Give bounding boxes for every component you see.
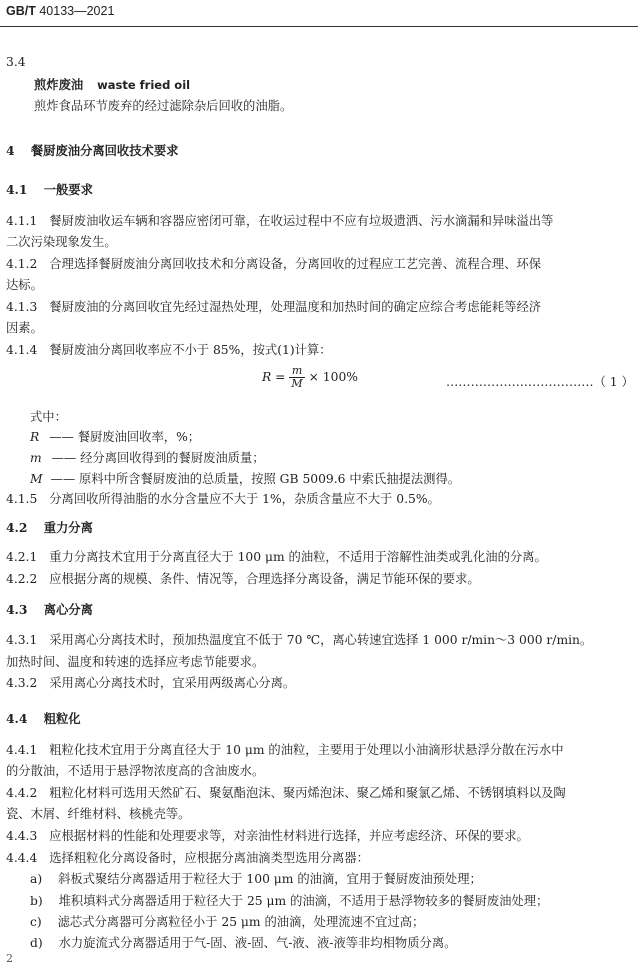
formula-denominator: M bbox=[291, 377, 303, 390]
term-definition: 煎炸食品环节废弃的经过滤除杂后回收的油脂。 bbox=[34, 99, 293, 113]
list-marker: c) bbox=[30, 915, 42, 929]
section-heading bbox=[6, 518, 93, 536]
variable-definition bbox=[30, 448, 265, 466]
clause-number: 4.4.2 bbox=[6, 786, 38, 800]
clause-4-1-3 bbox=[6, 297, 541, 315]
variable-description: —— 餐厨废油回收率，%； bbox=[49, 430, 201, 444]
list-item bbox=[30, 912, 424, 930]
chapter-title: 餐厨废油分离回收技术要求 bbox=[30, 143, 179, 158]
clause-number: 4.1.4 bbox=[6, 343, 38, 357]
clause-4-1-1 bbox=[6, 211, 553, 229]
clause-number: 4.2.2 bbox=[6, 572, 38, 586]
formula-fraction bbox=[289, 365, 304, 390]
clause-4-1-4 bbox=[6, 340, 332, 358]
formula-lhs: R = bbox=[262, 370, 286, 384]
list-text: 斜板式聚结分离器适用于粒径大于 100 μm 的油滴，宜用于餐厨废油预处理； bbox=[58, 872, 482, 886]
clause-4-1-2 bbox=[6, 254, 541, 272]
formula-equation-number: ………………………………（ 1 ） bbox=[446, 375, 634, 389]
clause-number: 4.1.2 bbox=[6, 257, 38, 271]
clause-text: 餐厨废油收运车辆和容器应密闭可靠，在收运过程中不应有垃圾遗洒、污水滴漏和异味溢出等 bbox=[49, 214, 554, 228]
header-rule bbox=[0, 26, 638, 27]
clause-number: 4.3.2 bbox=[6, 676, 38, 690]
clause-4-1-5 bbox=[6, 489, 440, 507]
chapter-heading bbox=[6, 141, 178, 159]
clause-number: 4.2.1 bbox=[6, 550, 38, 564]
term-entry bbox=[34, 75, 190, 93]
chapter-number: 4 bbox=[6, 143, 15, 158]
section-title: 粗粒化 bbox=[43, 711, 81, 726]
section-title: 离心分离 bbox=[43, 602, 93, 617]
clause-text: 应根据分离的规模、条件、情况等，合理选择分离设备，满足节能环保的要求。 bbox=[49, 572, 480, 586]
list-item bbox=[30, 869, 482, 887]
clause-text-continued: 瓷、木屑、纤维材料、核桃壳等。 bbox=[6, 807, 191, 821]
section-title: 重力分离 bbox=[43, 520, 93, 535]
clause-4-3-2 bbox=[6, 673, 295, 691]
page-number: 2 bbox=[6, 952, 13, 965]
section-title: 一般要求 bbox=[43, 182, 93, 197]
clause-text: 粗粒化材料可选用天然矿石、聚氨酯泡沫、聚丙烯泡沫、聚乙烯和聚氯乙烯、不锈钢填料以及陶 bbox=[49, 786, 566, 800]
list-marker: d) bbox=[30, 936, 43, 950]
clause-text: 餐厨废油的分离回收宜先经过湿热处理，处理温度和加热时间的确定应综合考虑能耗等经济 bbox=[49, 300, 542, 314]
clause-number: 4.3.1 bbox=[6, 633, 38, 647]
variable-description: —— 原料中所含餐厨废油的总质量，按照 GB 5009.6 中索氏抽提法测得。 bbox=[50, 472, 461, 486]
section-heading bbox=[6, 709, 81, 727]
list-marker: a) bbox=[30, 872, 43, 886]
clause-4-4-3 bbox=[6, 826, 529, 844]
term-english: waste fried oil bbox=[97, 78, 191, 92]
standard-header bbox=[6, 4, 114, 18]
clause-4-3-1 bbox=[6, 630, 592, 648]
list-text: 滤芯式分离器可分离粒径小于 25 μm 的油滴，处理流速不宜过高； bbox=[57, 915, 425, 929]
clause-number: 4.4.4 bbox=[6, 851, 38, 865]
clause-text-continued: 达标。 bbox=[6, 278, 43, 292]
clause-text-continued: 加热时间、温度和转速的选择应考虑节能要求。 bbox=[6, 655, 265, 669]
clause-4-4-1 bbox=[6, 740, 564, 758]
clause-text-continued: 二次污染现象发生。 bbox=[6, 235, 117, 249]
formula-rhs: × 100% bbox=[308, 370, 358, 384]
clause-text: 分离回收所得油脂的水分含量应不大于 1%，杂质含量应不大于 0.5%。 bbox=[49, 492, 440, 506]
variable-definition bbox=[30, 469, 460, 487]
variable-definition bbox=[30, 427, 200, 445]
list-marker: b) bbox=[30, 894, 43, 908]
term-chinese: 煎炸废油 bbox=[34, 77, 84, 92]
clause-text: 采用离心分离技术时，宜采用两级离心分离。 bbox=[49, 676, 296, 690]
clause-text: 应根据材料的性能和处理要求等，对亲油性材料进行选择，并应考虑经济、环保的要求。 bbox=[49, 829, 529, 843]
formula-numerator: m bbox=[289, 365, 304, 378]
clause-number: 3.4 bbox=[6, 55, 26, 69]
section-heading bbox=[6, 600, 93, 618]
clause-4-4-4 bbox=[6, 848, 369, 866]
clause-4-2-2 bbox=[6, 569, 480, 587]
variable-description: —— 经分离回收得到的餐厨废油质量； bbox=[51, 451, 265, 465]
standard-code: GB/T bbox=[6, 4, 36, 18]
clause-text: 餐厨废油分离回收率应不小于 85%，按式(1)计算： bbox=[49, 343, 332, 357]
clause-number: 4.1.3 bbox=[6, 300, 38, 314]
section-number: 4.3 bbox=[6, 602, 28, 617]
section-heading bbox=[6, 180, 93, 198]
clause-4-2-1 bbox=[6, 547, 547, 565]
variable-symbol: m bbox=[30, 451, 42, 465]
where-label: 式中： bbox=[30, 410, 67, 424]
formula-1 bbox=[262, 365, 358, 390]
list-text: 水力旋流式分离器适用于气-固、液-固、气-液、液-液等非均相物质分离。 bbox=[58, 936, 457, 950]
list-text: 堆积填料式分离器适用于粒径大于 25 μm 的油滴，不适用于悬浮物较多的餐厨废油处理； bbox=[58, 894, 549, 908]
clause-text-continued: 因素。 bbox=[6, 321, 43, 335]
clause-4-4-2 bbox=[6, 783, 566, 801]
clause-text: 采用离心分离技术时，预加热温度宜不低于 70 ℃，离心转速宜选择 1 000 r/min～3 000 r/min。 bbox=[49, 633, 593, 647]
clause-text: 选择粗粒化分离设备时，应根据分离油滴类型选用分离器： bbox=[49, 851, 369, 865]
list-item bbox=[30, 891, 548, 909]
clause-text: 重力分离技术宜用于分离直径大于 100 μm 的油粒，不适用于溶解性油类或乳化油的分离。 bbox=[49, 550, 547, 564]
clause-number: 4.4.3 bbox=[6, 829, 38, 843]
section-number: 4.4 bbox=[6, 711, 28, 726]
clause-text: 粗粒化技术宜用于分离直径大于 10 μm 的油粒，主要用于处理以小油滴形状悬浮分散在污水中 bbox=[49, 743, 564, 757]
clause-number: 4.1.5 bbox=[6, 492, 38, 506]
section-number: 4.2 bbox=[6, 520, 28, 535]
clause-number: 4.4.1 bbox=[6, 743, 38, 757]
clause-text-continued: 的分散油，不适用于悬浮物浓度高的含油废水。 bbox=[6, 764, 265, 778]
clause-number: 4.1.1 bbox=[6, 214, 38, 228]
list-item bbox=[30, 933, 456, 951]
variable-symbol: R bbox=[30, 430, 40, 444]
standard-number: 40133—2021 bbox=[39, 4, 115, 18]
clause-text: 合理选择餐厨废油分离回收技术和分离设备，分离回收的过程应工艺完善、流程合理、环保 bbox=[49, 257, 542, 271]
variable-symbol: M bbox=[30, 472, 43, 486]
section-number: 4.1 bbox=[6, 182, 28, 197]
